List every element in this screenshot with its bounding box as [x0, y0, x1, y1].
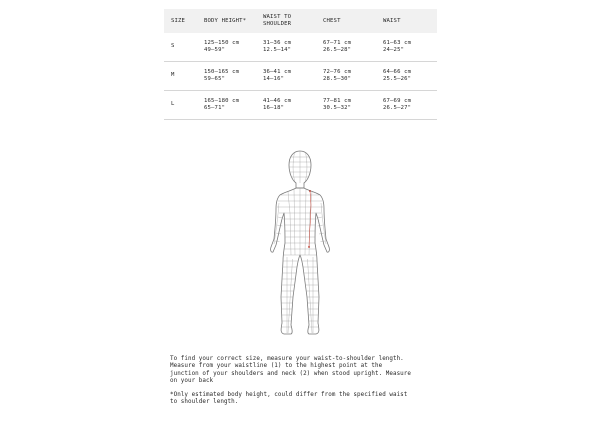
cell-chest	[316, 33, 376, 62]
measure-instructions	[170, 356, 440, 385]
value-cm: 67–69 cm	[383, 97, 412, 104]
value-in: 24–25"	[383, 47, 405, 53]
value-cm: 61–63 cm	[383, 39, 412, 46]
value-in: 16–18"	[263, 105, 285, 111]
header-chest: CHEST	[316, 9, 376, 33]
cell-waist-to-shoulder	[256, 33, 316, 62]
table-row-size-m	[164, 62, 437, 91]
value-in: 26.5–27"	[383, 105, 412, 111]
value-cm: 41–46 cm	[263, 97, 292, 104]
value-cm: 125–150 cm	[204, 39, 240, 46]
size-chart-table	[164, 9, 437, 120]
cell-body-height	[197, 91, 256, 120]
cell-waist-to-shoulder	[256, 62, 316, 91]
cell-size: M	[164, 62, 197, 91]
value-in: 12.5–14"	[263, 47, 292, 53]
measure-line-2: Measure from your waistline (1) to the highest point at the	[170, 363, 383, 370]
size-chart-header-row	[164, 9, 437, 33]
value-in: 25.5–26"	[383, 76, 412, 82]
value-cm: 64–66 cm	[383, 68, 412, 75]
cell-size: S	[164, 33, 197, 62]
cell-chest	[316, 91, 376, 120]
header-size: SIZE	[164, 9, 197, 33]
value-in: 30.5–32"	[323, 105, 352, 111]
note-line-2: to shoulder length.	[170, 399, 239, 406]
cell-body-height	[197, 62, 256, 91]
measure-line-1: To find your correct size, measure your waist-to-shoulder length.	[170, 356, 404, 362]
cell-body-height	[197, 33, 256, 62]
cell-size: L	[164, 91, 197, 120]
value-cm: 165–180 cm	[204, 97, 240, 104]
header-waist-to-shoulder-line1: WAIST TO	[263, 14, 292, 20]
value-in: 65–71"	[204, 105, 226, 111]
header-waist: WAIST	[376, 9, 437, 33]
value-in: 14–16"	[263, 76, 285, 82]
header-waist-to-shoulder	[256, 9, 316, 33]
cell-waist	[376, 62, 437, 91]
cell-chest	[316, 62, 376, 91]
value-in: 59–65"	[204, 76, 226, 82]
measure-line-3: junction of your shoulders and neck (2) when stood upright. Measure	[170, 370, 411, 377]
table-row-size-l	[164, 91, 437, 120]
header-body-height: BODY HEIGHT*	[197, 9, 256, 33]
measure-line-4: on your back	[170, 377, 214, 384]
note-line-1: *Only estimated body height, could differ from the specified waist	[170, 392, 408, 399]
value-cm: 72–76 cm	[323, 68, 352, 75]
body-mannequin-illustration	[250, 147, 350, 343]
cell-waist	[376, 91, 437, 120]
value-in: 26.5–28"	[323, 47, 352, 53]
value-cm: 31–36 cm	[263, 39, 292, 46]
cell-waist	[376, 33, 437, 62]
header-waist-to-shoulder-line2: SHOULDER	[263, 21, 292, 27]
value-cm: 36–41 cm	[263, 68, 292, 75]
body-height-note	[170, 392, 440, 407]
value-cm: 67–71 cm	[323, 39, 352, 46]
size-instructions	[170, 356, 440, 414]
value-in: 28.5–30"	[323, 76, 352, 82]
cell-waist-to-shoulder	[256, 91, 316, 120]
body-mannequin-wireframe-icon	[250, 147, 350, 343]
value-in: 49–59"	[204, 47, 226, 53]
table-row-size-s	[164, 33, 437, 62]
value-cm: 77–81 cm	[323, 97, 352, 104]
value-cm: 150–165 cm	[204, 68, 240, 75]
